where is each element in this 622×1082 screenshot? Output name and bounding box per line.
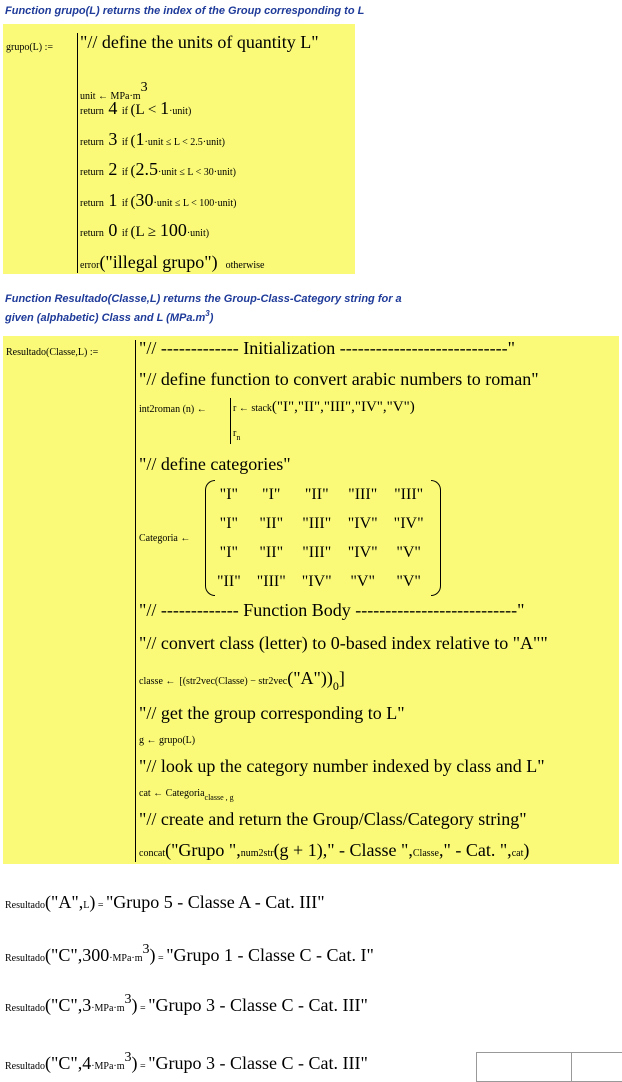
condition-b: 1 [160, 98, 170, 118]
matrix-cell: "III" [302, 543, 332, 561]
result-args: ("C",4 [45, 1053, 92, 1073]
comment-convert: "// convert class (letter) to 0-based index relative to "A"" [139, 633, 548, 653]
return-value: 2 [103, 159, 122, 179]
result-line[interactable] [5, 942, 374, 966]
condition-c: ·unit ≤ L < 30·unit) [158, 167, 236, 178]
comment-create: "// create and return the Group/Class/Category string" [139, 809, 527, 829]
matrix-cell: "IV" [301, 572, 332, 590]
condition-c: ·unit ≤ L < 100·unit) [153, 198, 237, 209]
return-value: 3 [103, 129, 122, 149]
int2roman-stack: r ← stack("I","II","III","IV","V") [233, 399, 415, 415]
if-keyword: if [121, 228, 131, 239]
if-keyword: if [121, 167, 131, 178]
condition-b: 2.5 [135, 159, 158, 179]
comment-function-body: "// ------------- Function Body ---------------------------" [139, 600, 525, 620]
result-args-end: ) [149, 945, 156, 965]
return-keyword: return [80, 106, 104, 117]
categoria-matrix [209, 480, 432, 596]
result-output: "Grupo 5 - Classe A - Cat. III" [105, 892, 325, 912]
matrix-cell: "V" [350, 572, 375, 590]
int2roman-lhs: int2roman (n) ← [139, 404, 207, 415]
condition-c: ·unit) [169, 106, 192, 117]
concat-return: concat("Grupo ",num2str(g + 1)," - Classe ",Classe," - Cat. ",cat) [139, 840, 530, 860]
matrix-cell: "IV" [347, 514, 378, 532]
matrix-cell: "III" [256, 572, 286, 590]
result-unit-exp: 3 [124, 1050, 132, 1065]
result-line[interactable] [5, 992, 368, 1016]
comment-initialization: "// ------------- Initialization ----------------------------" [139, 338, 515, 358]
matrix-cell: "II" [259, 514, 284, 532]
matrix-cell: "V" [396, 572, 421, 590]
if-keyword: if [121, 198, 131, 209]
matrix-cell: "III" [394, 485, 424, 503]
result-output: "Grupo 3 - Classe C - Cat. III" [148, 995, 368, 1015]
int2roman-return: $r_n$ [233, 428, 241, 442]
unit-assign: unit ← MPa·m3 [80, 80, 148, 102]
result-equals: = [137, 1061, 149, 1072]
comment-roman: "// define function to convert arabic numbers to roman" [139, 369, 539, 389]
cat-assign: cat ← Categoria$_{classe , g}$ [139, 788, 234, 802]
matrix-row [209, 509, 432, 538]
result-output: "Grupo 1 - Classe C - Cat. I" [166, 945, 374, 965]
return-line [80, 98, 191, 119]
result-args: ("C",300 [45, 945, 110, 965]
if-keyword: if [121, 106, 131, 117]
condition-a: ( [130, 133, 136, 149]
result-unit-exp: 3 [124, 992, 132, 1007]
program-bar [77, 33, 78, 273]
int2roman-bar [230, 398, 231, 444]
result-line[interactable] [5, 1050, 368, 1074]
selection-box[interactable] [476, 1052, 572, 1082]
result-fn: Resultado [5, 1003, 45, 1014]
condition-c: ·unit ≤ L < 2.5·unit) [144, 137, 225, 148]
section1-heading: Function grupo(L) returns the index of the Group corresponding to L [5, 5, 365, 17]
result-args: ("C",3 [45, 995, 92, 1015]
program-bar [135, 340, 136, 862]
condition-a: (L < [130, 102, 161, 118]
return-line [80, 159, 236, 180]
matrix-cell: "V" [396, 543, 421, 561]
result-args: ("A", [45, 892, 84, 912]
result-equals: = [155, 953, 167, 964]
result-unit: ·MPa·m [91, 1061, 125, 1072]
return-value: 0 [103, 220, 122, 240]
matrix-row [209, 538, 432, 567]
matrix-cell: "III" [348, 485, 378, 503]
result-args-end: ) [89, 892, 96, 912]
result-args-end: ) [131, 1053, 138, 1073]
matrix-cell: "II" [304, 485, 329, 503]
return-value: 1 [103, 190, 122, 210]
result-fn: Resultado [5, 1061, 45, 1072]
result-equals: = [137, 1003, 149, 1014]
condition-a: ( [130, 194, 136, 210]
matrix-cell: "III" [302, 514, 332, 532]
matrix-cell: "IV" [393, 514, 424, 532]
matrix-row [209, 567, 432, 596]
section2-heading-line2: given (alphabetic) Class and L $(MPa.m^3)$ [5, 309, 214, 324]
condition-a: (L ≥ [130, 224, 160, 240]
comment-lookup: "// look up the category number indexed by class and L" [139, 756, 545, 776]
condition-b: 30 [135, 190, 154, 210]
condition-b: 100 [159, 220, 187, 240]
result-output: "Grupo 3 - Classe C - Cat. III" [148, 1053, 368, 1073]
condition-b: 1 [135, 129, 145, 149]
matrix-cell: "I" [262, 485, 281, 503]
g-assign: g ← grupo(L) [139, 735, 196, 746]
matrix-cell: "I" [219, 514, 239, 532]
matrix-row [209, 480, 432, 509]
grupo-fn-def: grupo(L) := [6, 42, 54, 53]
result-fn: Resultado [5, 900, 45, 911]
result-arg-small: L [83, 900, 90, 911]
condition-c: ·unit) [186, 228, 210, 239]
result-equals: = [95, 900, 106, 911]
return-keyword: return [80, 137, 104, 148]
matrix-right-paren [431, 480, 441, 596]
selection-box[interactable] [571, 1052, 622, 1082]
matrix-cell: "II" [217, 572, 241, 590]
condition-a: ( [130, 163, 136, 179]
return-line [80, 129, 225, 150]
result-unit-exp: 3 [142, 942, 150, 957]
result-unit: ·MPa·m [91, 1003, 125, 1014]
resultado-fn-def: Resultado(Classe,L) := [6, 347, 99, 358]
return-keyword: return [80, 198, 104, 209]
matrix-cell: "I" [219, 543, 239, 561]
result-args-end: ) [131, 995, 138, 1015]
result-unit: ·MPa·m [109, 953, 143, 964]
section2-heading-line1: Function Resultado(Classe,L) returns the Group-Class-Category string for a [5, 293, 402, 305]
matrix-cell: "II" [259, 543, 284, 561]
return-keyword: return [80, 228, 104, 239]
comment-categories: "// define categories" [139, 454, 291, 474]
error-line: error("illegal grupo") otherwise [80, 252, 265, 272]
grupo-comment: "// define the units of quantity L" [80, 32, 319, 52]
return-line [80, 190, 236, 211]
return-value: 4 [103, 98, 122, 118]
matrix-cell: "I" [219, 485, 239, 503]
classe-assign: classe ← [(str2vec(Classe) − $str2vec("A"))_0$] [139, 668, 345, 693]
matrix-cell: "IV" [347, 543, 378, 561]
return-line [80, 220, 209, 241]
result-fn: Resultado [5, 953, 45, 964]
categoria-lhs: Categoria ← [139, 533, 191, 544]
if-keyword: if [121, 137, 131, 148]
comment-get-group: "// get the group corresponding to L" [139, 703, 405, 723]
return-keyword: return [80, 167, 104, 178]
result-line[interactable] [5, 892, 325, 913]
